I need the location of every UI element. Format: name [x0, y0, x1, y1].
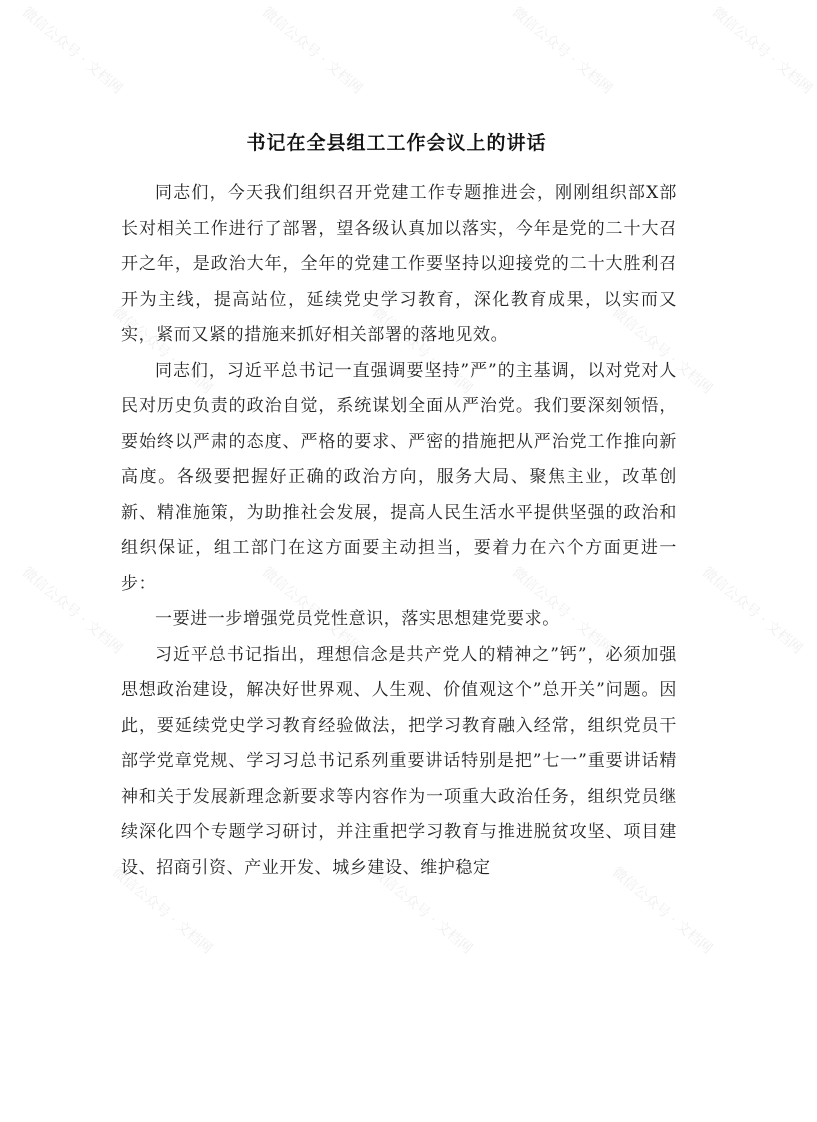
watermark-text: 微信公众号 · 文档网: [608, 304, 716, 398]
watermark-text: 微信公众号 · 文档网: [108, 864, 216, 958]
watermark-text: 微信公众号 · 文档网: [698, 564, 806, 658]
watermark-text: 微信公众号 · 文档网: [258, 564, 366, 658]
watermark-text: 微信公众号 · 文档网: [108, 304, 216, 398]
watermark-text: 微信公众号 · 文档网: [508, 4, 616, 98]
paragraph-point-one-heading: 一要进一步增强党员党性意识，落实思想建党要求。: [155, 609, 560, 629]
watermark-text: 微信公众号 · 文档网: [708, 4, 816, 98]
watermark-text: 微信公众号 · 文档网: [368, 864, 476, 958]
paragraph-strict-governance: 同志们，习近平总书记一直强调要坚持”严”的主基调，以对党对人民对历史负责的政治自觉，系统谋划全面从严治党。我们要深刻领悟，要始终以严肃的态度、严格的要求、严密的措施把从严治党工作推向新高度。各级要把握好正确的政治方向，服务大局、聚焦主业，改革创新、精准施策，为助推社会发展，提高人民生活水平提供坚强的政治和组织保证，组工部门在这方面要主动担当，要着力在六个方面更进一步：: [121, 360, 677, 594]
watermark-text: 微信公众号 · 文档网: [18, 4, 126, 98]
document-body: [121, 176, 677, 886]
document-title: 书记在全县组工工作会议上的讲话: [246, 132, 547, 154]
watermark-text: 微信公众号 · 文档网: [368, 304, 476, 398]
paragraph-point-one-detail: 习近平总书记指出，理想信念是共产党人的精神之”钙”，必须加强思想政治建设，解决好世界观、人生观、价值观这个”总开关”问题。因此，要延续党史学习教育经验做法，把学习教育融入经常，组织党员干部学党章党规、学习习总书记系列重要讲话特别是把”七一”重要讲话精神和关于发展新理念新要求等内容作为一项重大政治任务，组织党员继续深化四个专题学习研讨，并注重把学习教育与推进脱贫攻坚、项目建设、招商引资、产业开发、城乡建设、维护稳定: [121, 644, 677, 878]
watermark-text: 微信公众号 · 文档网: [608, 864, 716, 958]
paragraph-intro: 同志们，今天我们组织召开党建工作专题推进会，刚刚组织部X部长对相关工作进行了部署，望各级认真加以落实，今年是党的二十大召开之年，是政治大年，全年的党建工作要坚持以迎接党的二十大胜利召开为主线，提高站位，延续党史学习教育，深化教育成果，以实而又实，紧而又紧的措施来抓好相关部署的落地见效。: [121, 183, 677, 345]
watermark-text: 微信公众号 · 文档网: [508, 564, 616, 658]
watermark-text: 微信公众号 · 文档网: [258, 4, 366, 98]
watermark-text: 微信公众号 · 文档网: [18, 564, 126, 658]
